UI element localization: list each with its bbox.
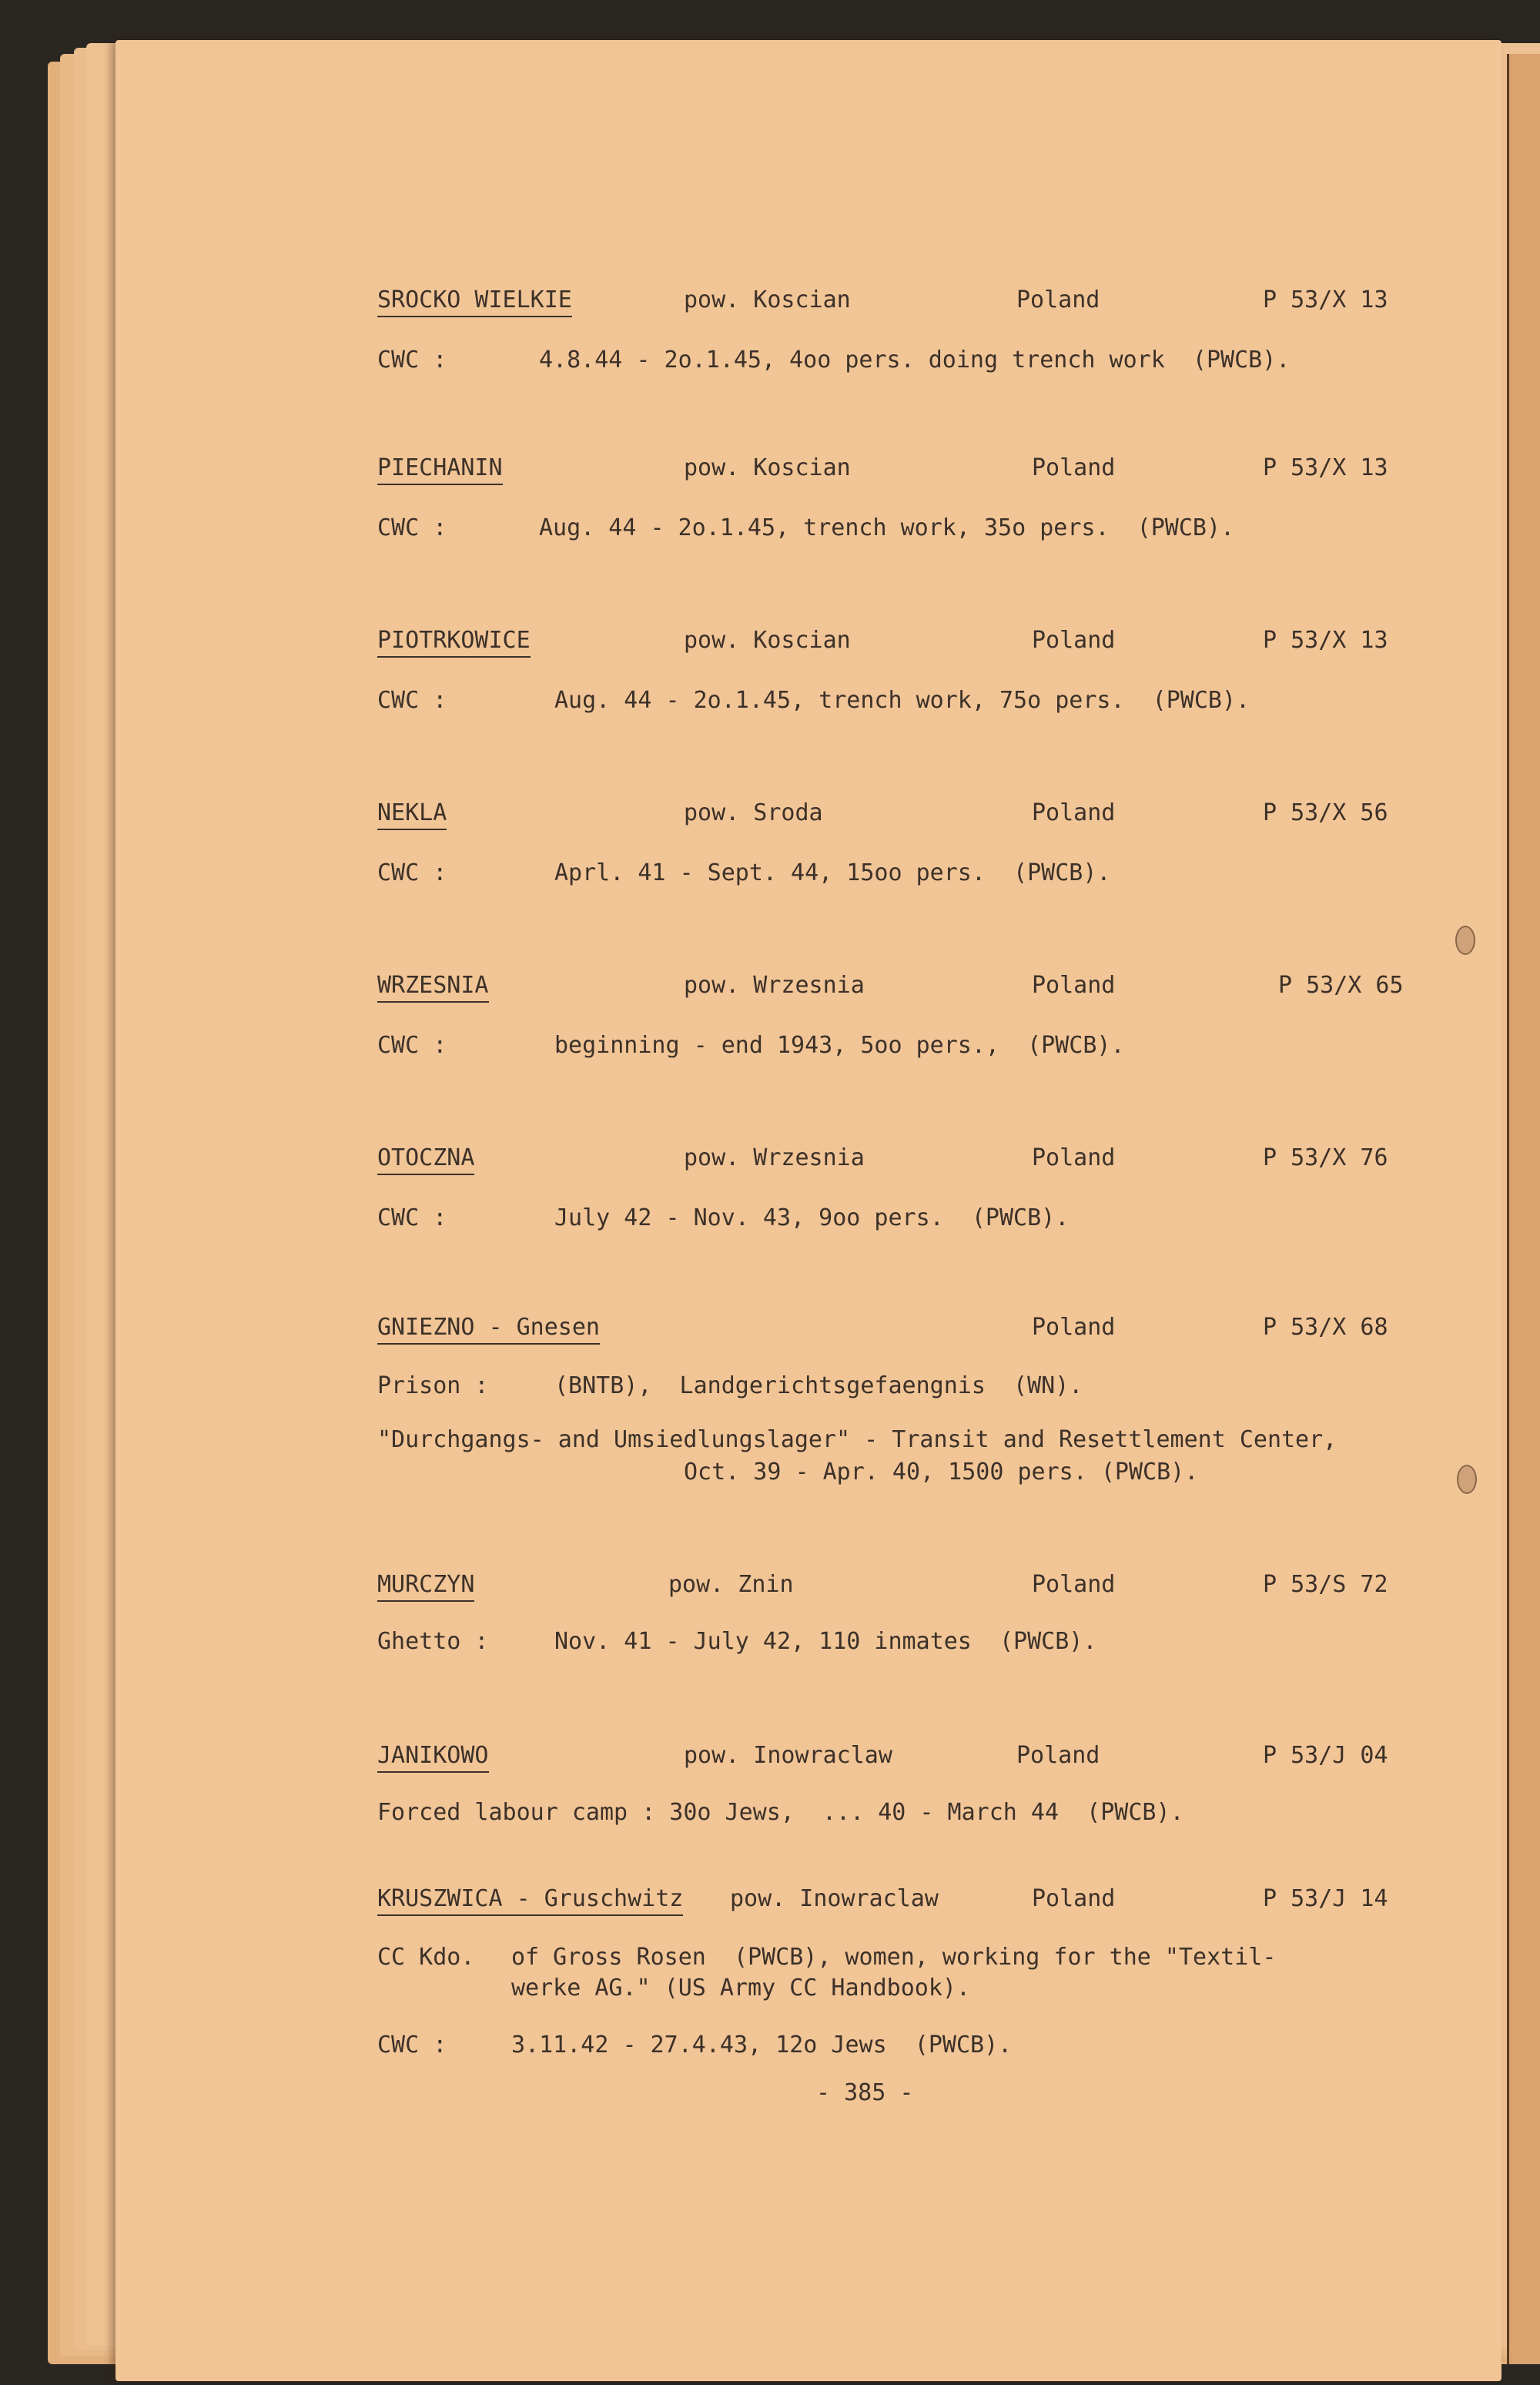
entry-place: PIECHANIN (377, 454, 503, 485)
entry-country: Poland (1032, 1144, 1116, 1171)
entry-district: pow. Inowraclaw (730, 1885, 939, 1912)
entry-note-line: "Durchgangs- and Umsiedlungslager" - Transit and Resettlement Center, (377, 1426, 1337, 1453)
entry-ref: P 53/X 13 (1263, 454, 1388, 481)
entry-ref: P 53/J 14 (1263, 1885, 1388, 1912)
entry-text: Aprl. 41 - Sept. 44, 15oo pers. (PWCB). (554, 859, 1111, 886)
entry-label: CWC : (377, 2032, 447, 2058)
entry-ref: P 53/X 56 (1263, 799, 1388, 826)
entry-text: (BNTB), Landgerichtsgefaengnis (WN). (554, 1372, 1083, 1399)
entry-label: CWC : (377, 859, 447, 886)
punch-hole (1457, 1465, 1477, 1494)
entry-label: CC Kdo. (377, 1944, 475, 1971)
entry-text: Nov. 41 - July 42, 110 inmates (PWCB). (554, 1628, 1097, 1655)
entry-country: Poland (1016, 286, 1100, 313)
entry-district: pow. Koscian (684, 627, 851, 654)
entry-ref: P 53/J 04 (1263, 1742, 1388, 1769)
entry-ref: P 53/X 76 (1263, 1144, 1388, 1171)
entry-district: pow. Wrzesnia (684, 1144, 865, 1171)
entry-note-line: of Gross Rosen (PWCB), women, working for the "Textil- (511, 1944, 1277, 1971)
entry-place: GNIEZNO - Gnesen (377, 1314, 600, 1345)
entry-country: Poland (1032, 1314, 1116, 1341)
entry-label: CWC : (377, 347, 447, 373)
entry-district: pow. Wrzesnia (684, 972, 865, 999)
entry-place: NEKLA (377, 799, 447, 830)
entry-ref: P 53/X 13 (1263, 627, 1388, 654)
entry-label: CWC : (377, 1204, 447, 1231)
entry-country: Poland (1032, 1885, 1116, 1912)
page-number: - 385 - (816, 2079, 914, 2106)
entry-text: 4.8.44 - 2o.1.45, 4oo pers. doing trench work (PWCB). (539, 347, 1291, 373)
entry-label: CWC : (377, 1032, 447, 1059)
opposite-page-edge (1507, 54, 1540, 2364)
entry-place: WRZESNIA (377, 972, 489, 1003)
entry-place: SROCKO WIELKIE (377, 286, 572, 317)
entry-country: Poland (1016, 1742, 1100, 1769)
entry-district: pow. Sroda (684, 799, 823, 826)
entry-place: OTOCZNA (377, 1144, 474, 1175)
entry-text: beginning - end 1943, 5oo pers., (PWCB). (554, 1032, 1125, 1059)
entry-text: Aug. 44 - 2o.1.45, trench work, 75o pers. (PWCB). (554, 687, 1250, 714)
entry-note-line: werke AG." (US Army CC Handbook). (511, 1975, 971, 2001)
entry-label: CWC : (377, 687, 447, 714)
entry-district: pow. Inowraclaw (684, 1742, 892, 1769)
entry-text: 3.11.42 - 27.4.43, 12o Jews (PWCB). (511, 2032, 1013, 2058)
entry-text: July 42 - Nov. 43, 9oo pers. (PWCB). (554, 1204, 1070, 1231)
entry-place: MURCZYN (377, 1571, 474, 1602)
entry-label: Ghetto : (377, 1628, 489, 1655)
entry-label: Prison : (377, 1372, 489, 1399)
entry-place: KRUSZWICA - Gruschwitz (377, 1885, 683, 1916)
entry-district: pow. Koscian (684, 454, 851, 481)
entry-note-line: Oct. 39 - Apr. 40, 1500 pers. (PWCB). (684, 1459, 1199, 1486)
entry-ref: P 53/X 65 (1278, 972, 1404, 999)
entry-label: CWC : (377, 514, 447, 541)
entry-country: Poland (1032, 799, 1116, 826)
entry-district: pow. Koscian (684, 286, 851, 313)
entry-country: Poland (1032, 1571, 1116, 1598)
entry-ref: P 53/X 13 (1263, 286, 1388, 313)
entry-text: Forced labour camp : 30o Jews, ... 40 - March 44 (PWCB). (377, 1799, 1184, 1826)
entry-place: JANIKOWO (377, 1742, 489, 1773)
entry-ref: P 53/X 68 (1263, 1314, 1388, 1341)
entry-district: pow. Znin (668, 1571, 794, 1598)
entry-country: Poland (1032, 627, 1116, 654)
entry-country: Poland (1032, 454, 1116, 481)
entry-place: PIOTRKOWICE (377, 627, 531, 658)
punch-hole (1455, 926, 1475, 955)
entry-country: Poland (1032, 972, 1116, 999)
entry-text: Aug. 44 - 2o.1.45, trench work, 35o pers. (PWCB). (539, 514, 1235, 541)
entry-ref: P 53/S 72 (1263, 1571, 1388, 1598)
